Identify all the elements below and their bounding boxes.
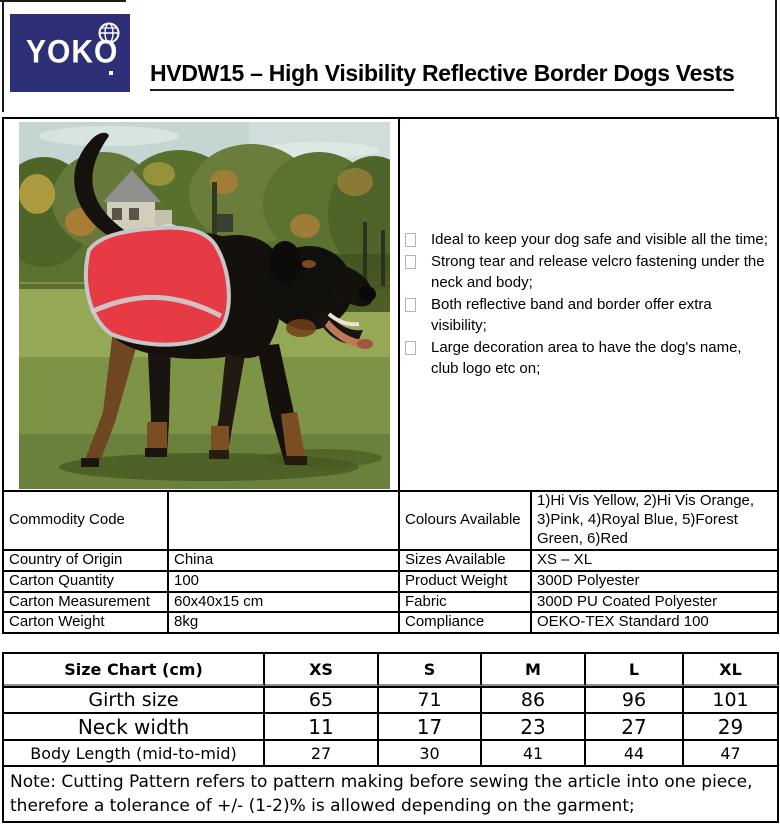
size-cell: 30: [379, 741, 482, 767]
size-row-label-body-length: Body Length (mid-to-mid): [4, 741, 265, 767]
empty-square-icon: [405, 255, 416, 269]
feature-text: Large decoration area to have the dog's name, club logo etc on;: [431, 338, 742, 378]
list-item: [405, 337, 773, 380]
spec-label-compliance: Compliance: [400, 613, 532, 634]
feature-list: [400, 119, 779, 492]
size-col-l: L: [586, 654, 684, 686]
size-row-label-neck: Neck width: [4, 714, 265, 741]
yoko-logo: [10, 14, 130, 92]
yoko-logo-text: YOKO: [26, 34, 119, 71]
spec-label-sizes-available: Sizes Available: [400, 551, 532, 572]
spec-value-compliance: OEKO-TEX Standard 100: [532, 613, 779, 634]
spec-value-fabric: 300D PU Coated Polyester: [532, 593, 779, 614]
size-cell: 65: [265, 686, 379, 714]
size-row-label-girth: Girth size: [4, 686, 265, 714]
size-cell: 71: [379, 686, 482, 714]
spec-label-fabric: Fabric: [400, 593, 532, 614]
spec-label-carton-measurement: Carton Measurement: [4, 593, 169, 614]
size-chart-table: [2, 652, 779, 823]
spec-value-colours-available: 1)Hi Vis Yellow, 2)Hi Vis Orange, 3)Pink, 4)Royal Blue, 5)Forest Green, 6)Red: [532, 492, 779, 551]
header-left-border: [2, 2, 4, 112]
spec-label-carton-quantity: Carton Quantity: [4, 572, 169, 593]
size-cell: 23: [482, 714, 586, 741]
spec-value-carton-weight: 8kg: [169, 613, 400, 634]
size-cell: 41: [482, 741, 586, 767]
feature-text: Ideal to keep your dog safe and visible all the time;: [431, 231, 768, 249]
size-cell: 29: [684, 714, 779, 741]
empty-square-icon: [405, 298, 416, 312]
list-item: [405, 251, 773, 294]
registered-mark-dot: [109, 71, 113, 75]
spec-value-carton-quantity: 100: [169, 572, 400, 593]
size-cell: 47: [684, 741, 779, 767]
spec-label-country-of-origin: Country of Origin: [4, 551, 169, 572]
page-title: HVDW15 – High Visibility Reflective Border Dogs Vests: [150, 60, 734, 91]
spec-value-carton-measurement: 60x40x15 cm: [169, 593, 400, 614]
empty-square-icon: [405, 341, 416, 355]
spec-label-product-weight: Product Weight: [400, 572, 532, 593]
size-cell: 27: [265, 741, 379, 767]
size-chart-title: Size Chart (cm): [4, 654, 265, 686]
list-item: [405, 229, 773, 251]
spec-value-sizes-available: XS – XL: [532, 551, 779, 572]
size-cell: 86: [482, 686, 586, 714]
header-top-border: [0, 0, 126, 2]
spec-value-product-weight: 300D Polyester: [532, 572, 779, 593]
empty-square-icon: [405, 233, 416, 247]
size-col-xl: XL: [684, 654, 779, 686]
size-cell: 101: [684, 686, 779, 714]
list-item: [405, 294, 773, 337]
feature-text: Strong tear and release velcro fastening under the neck and body;: [431, 252, 765, 292]
spec-label-carton-weight: Carton Weight: [4, 613, 169, 634]
spec-label-colours-available: Colours Available: [400, 492, 532, 551]
size-cell: 96: [586, 686, 684, 714]
size-cell: 44: [586, 741, 684, 767]
size-col-s: S: [379, 654, 482, 686]
spec-value-commodity-code: [169, 492, 400, 551]
header-right-border: [775, 0, 777, 117]
product-photo: [19, 122, 390, 489]
size-cell: 11: [265, 714, 379, 741]
cutting-pattern-note: Note: Cutting Pattern refers to pattern making before sewing the article into one piece, therefore a tolerance of +/- (1-2)% is allowed depending on the garment;: [4, 767, 779, 823]
product-photo-cell: [4, 119, 400, 492]
size-col-xs: XS: [265, 654, 379, 686]
product-info-table: [2, 117, 779, 634]
globe-icon: [96, 20, 122, 46]
spec-label-commodity-code: Commodity Code: [4, 492, 169, 551]
size-cell: 27: [586, 714, 684, 741]
size-cell: 17: [379, 714, 482, 741]
spec-value-country-of-origin: China: [169, 551, 400, 572]
size-col-m: M: [482, 654, 586, 686]
feature-text: Both reflective band and border offer extra visibility;: [431, 295, 712, 335]
